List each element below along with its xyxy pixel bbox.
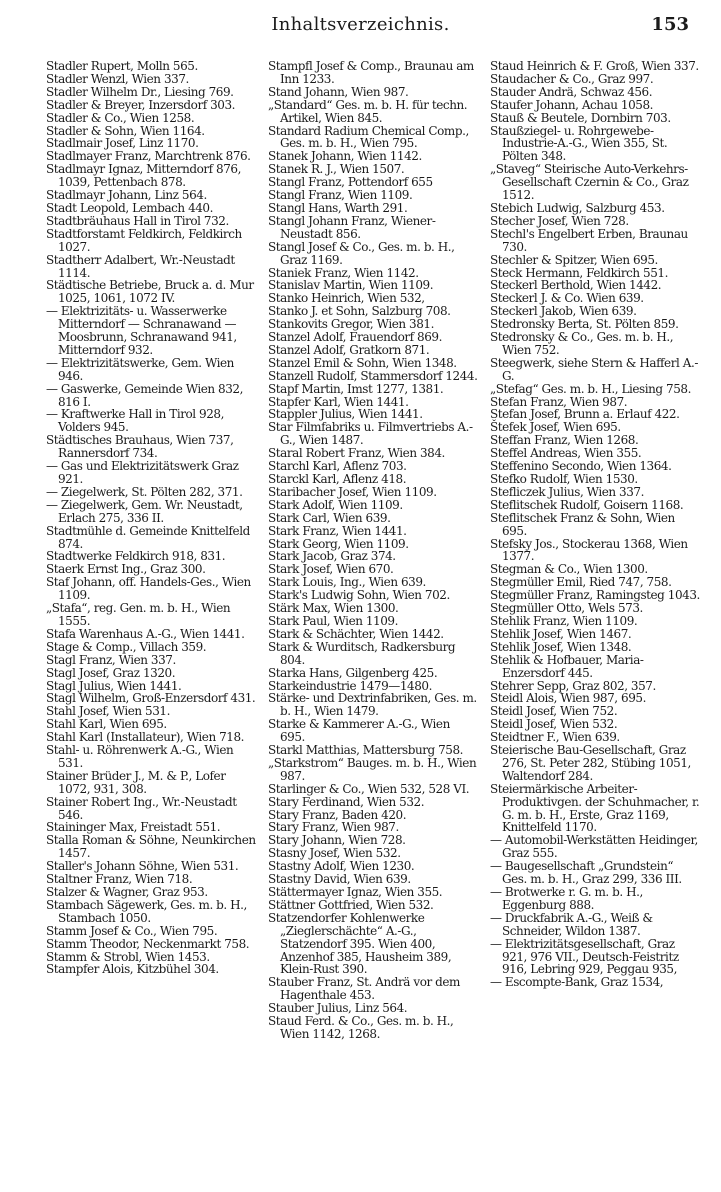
index-entry: Staral Robert Franz, Wien 384. (268, 446, 445, 461)
index-entry: Stauber Julius, Linz 564. (268, 1001, 408, 1016)
index-entry: Stangl Hans, Warth 291. (268, 200, 408, 215)
index-entry: Stehlik Josef, Wien 1467. (490, 626, 632, 641)
index-columns (46, 60, 700, 1182)
index-entry: Stage & Comp., Villach 359. (46, 639, 207, 654)
index-entry: Stättner Gottfried, Wien 532. (268, 897, 434, 912)
index-entry: Stagl Wilhelm, Groß-Enzersdorf 431. (46, 691, 256, 706)
index-entry: Staller's Johann Söhne, Wien 531. (46, 859, 239, 874)
index-entry: Stärke- und Dextrinfabriken, Ges. m. b. H., Wien 1479. (268, 691, 477, 719)
index-entry: Stary Franz, Baden 420. (268, 807, 407, 822)
index-entry: Stark Adolf, Wien 1109. (268, 497, 403, 512)
index-entry: Stadler & Sohn, Wien 1164. (46, 123, 205, 138)
index-entry: Staf Johann, off. Handels-Ges., Wien 1109. (46, 575, 251, 603)
index-entry: Stary Johann, Wien 728. (268, 833, 406, 848)
index-entry: — Gaswerke, Gemeinde Wien 832, 816 I. (46, 381, 243, 409)
index-entry: Starke & Kammerer A.-G., Wien 695. (268, 717, 450, 745)
index-entry: — Elektrizitätsgesellschaft, Graz 921, 976 VII., Deutsch-Feistritz 916, Lebring 929, Peggau 935, (490, 936, 679, 977)
index-entry: — Baugesellschaft „Grundstein“ Ges. m. b. H., Graz 299, 336 III. (490, 859, 682, 887)
index-entry: Staribacher Josef, Wien 1109. (268, 484, 437, 499)
index-entry: Stanzel Adolf, Frauendorf 869. (268, 330, 442, 345)
index-entry: Steidtner F., Wien 639. (490, 730, 620, 745)
index-entry: Stättermayer Ignaz, Wien 355. (268, 885, 443, 899)
page-title: Inhaltsverzeichnis. (271, 14, 450, 35)
index-entry: — Ziegelwerk, Gem. Wr. Neustadt, Erlach 275, 336 II. (46, 497, 243, 525)
index-entry: Stadler Wilhelm Dr., Liesing 769. (46, 84, 234, 99)
index-entry: Steffan Franz, Wien 1268. (490, 433, 639, 448)
index-entry: Stefliczek Julius, Wien 337. (490, 484, 644, 499)
index-entry: Staußziegel- u. Rohrgewebe-Industrie-A.-G., Wien 355, St. Pölten 348. (490, 123, 668, 164)
index-entry: Stangl Franz, Pottendorf 655 (268, 175, 433, 190)
index-entry: Stark Carl, Wien 639. (268, 510, 391, 525)
index-entry: Stefan Franz, Wien 987. (490, 394, 628, 409)
index-entry: — Elektrizitäts- u. Wasserwerke Mitterndorf — Schranawand — Moosbrunn, Schranawand 941, Mitterndorf 932. (46, 304, 237, 357)
index-entry: Stahl Karl (Installateur), Wien 718. (46, 730, 245, 745)
index-entry: Stand Johann, Wien 987. (268, 84, 409, 99)
page-header (0, 14, 721, 44)
index-entry: Stamm Josef & Co., Wien 795. (46, 923, 218, 938)
index-entry: Stehlik & Hofbauer, Maria-Enzersdorf 445. (490, 652, 644, 680)
index-entry: Štefek Josef, Wien 695. (490, 420, 621, 435)
index-entry: Stadler & Co., Wien 1258. (46, 110, 195, 125)
index-entry: Steffel Andreas, Wien 355. (490, 446, 642, 461)
index-entry: — Kraftwerke Hall in Tirol 928, Volders 945. (46, 407, 224, 435)
index-entry: Staudacher & Co., Graz 997. (490, 71, 654, 86)
index-entry: Stahl Josef, Wien 531. (46, 704, 170, 719)
index-entry: Stanek Johann, Wien 1142. (268, 149, 422, 164)
index-entry: Steidl Josef, Wien 752. (490, 704, 618, 719)
index-entry: Stefko Rudolf, Wien 1530. (490, 472, 638, 486)
index-entry: Stadlmayer Franz, Marchtrenk 876. (46, 149, 251, 164)
index-entry: „Starkstrom“ Bauges. m. b. H., Wien 987. (268, 755, 477, 783)
index-entry: Staerk Ernst Ing., Graz 300. (46, 562, 206, 577)
index-column-right (490, 60, 700, 1182)
index-entry: Stark's Ludwig Sohn, Wien 702. (268, 588, 450, 603)
index-entry: Steffenino Secondo, Wien 1364. (490, 459, 672, 474)
index-entry: Stapfer Karl, Wien 1441. (268, 394, 409, 409)
index-entry: Stebich Ludwig, Salzburg 453. (490, 200, 665, 215)
index-entry: Stampfl Josef & Comp., Braunau am Inn 1233. (268, 60, 474, 86)
index-entry: Stafa Warenhaus A.-G., Wien 1441. (46, 626, 245, 641)
index-entry: Stadler Wenzl, Wien 337. (46, 71, 189, 86)
index-entry: Stary Ferdinand, Wien 532. (268, 794, 425, 809)
index-entry: Stark Louis, Ing., Wien 639. (268, 575, 426, 590)
index-entry: Stangl Josef & Co., Ges. m. b. H., Graz 1169. (268, 239, 455, 267)
index-entry: Starckl Karl, Aflenz 418. (268, 472, 407, 486)
index-entry: Steegwerk, siehe Stern & Hafferl A.-G. (490, 355, 698, 383)
index-entry: Stainer Brüder J., M. & P., Lofer 1072, 931, 308. (46, 768, 226, 796)
index-entry: Stegman & Co., Wien 1300. (490, 562, 648, 577)
index-entry: — Druckfabrik A.-G., Weiß & Schneider, Wildon 1387. (490, 910, 653, 938)
index-entry: Stehlik Josef, Wien 1348. (490, 639, 632, 654)
index-entry: Stehlik Franz, Wien 1109. (490, 613, 638, 628)
index-column-middle (268, 60, 478, 1182)
index-entry: „Stefag“ Ges. m. b. H., Liesing 758. (490, 381, 691, 396)
index-entry: — Automobil-Werkstätten Heidinger, Graz 555. (490, 833, 698, 861)
index-entry: Stadtmühle d. Gemeinde Knittelfeld 874. (46, 523, 250, 551)
index-entry: Steierische Bau-Gesellschaft, Graz 276, St. Peter 282, Stübing 1051, Waltendorf 284. (490, 743, 691, 783)
index-entry: — Ziegelwerk, St. Pölten 282, 371. (46, 484, 243, 499)
index-entry: „Staveg“ Steirische Auto-Verkehrs-Gesellschaft Czernin & Co., Graz 1512. (490, 162, 689, 203)
index-entry: Stanko Heinrich, Wien 532, (268, 291, 425, 306)
index-entry: Stastny Adolf, Wien 1230. (268, 859, 415, 874)
index-entry: Stedronsky Berta, St. Pölten 859. (490, 317, 679, 332)
index-entry: Stangl Franz, Wien 1109. (268, 188, 413, 203)
index-entry: Stegmüller Franz, Ramingsteg 1043. (490, 588, 700, 603)
index-entry: Starkeindustrie 1479—1480. (268, 678, 432, 693)
index-entry: Starka Hans, Gilgenberg 425. (268, 665, 438, 680)
index-entry: Stadtwerke Feldkirch 918, 831. (46, 549, 226, 564)
index-entry: Stadler Rupert, Molln 565. (46, 60, 198, 73)
index-entry: Stanko J. et Sohn, Salzburg 708. (268, 304, 451, 319)
index-entry: Starchl Karl, Aflenz 703. (268, 459, 407, 474)
index-entry: Stahl Karl, Wien 695. (46, 717, 167, 732)
index-entry: — Escompte-Bank, Graz 1534, (490, 975, 664, 990)
index-entry: Stauder Andrä, Schwaz 456. (490, 84, 653, 99)
index-entry: Statzendorfer Kohlenwerke „Zieglerschächte“ A.-G., Statzendorf 395. Wien 400, Anzenhof 385, Hausheim 389, Klein-Rust 390. (268, 910, 452, 977)
index-entry: Stagl Franz, Wien 337. (46, 652, 176, 667)
index-entry: Stark Paul, Wien 1109. (268, 613, 398, 628)
index-entry: Stefsky Jos., Stockerau 1368, Wien 1377. (490, 536, 688, 564)
index-entry: Stadlmair Josef, Linz 1170. (46, 136, 199, 151)
index-entry: Stary Franz, Wien 987. (268, 820, 399, 835)
index-entry: Stehrer Sepp, Graz 802, 357. (490, 678, 656, 693)
index-entry: Stefan Josef, Brunn a. Erlauf 422. (490, 407, 680, 422)
index-entry: Stalzer & Wagner, Graz 953. (46, 885, 208, 899)
index-entry: Stechler & Spitzer, Wien 695. (490, 252, 658, 267)
index-entry: Stark Georg, Wien 1109. (268, 536, 409, 551)
index-column-left (46, 60, 256, 1182)
index-entry: Steflitschek Franz & Sohn, Wien 695. (490, 510, 675, 538)
index-entry: Stahl- u. Röhrenwerk A.-G., Wien 531. (46, 743, 234, 770)
index-entry: Stadtforstamt Feldkirch, Feldkirch 1027. (46, 226, 242, 254)
index-entry: Stagl Julius, Wien 1441. (46, 678, 182, 693)
index-entry: „Standard“ Ges. m. b. H. für techn. Artikel, Wien 845. (268, 97, 468, 125)
index-entry: Stanek R. J., Wien 1507. (268, 162, 405, 177)
index-entry: Stamm Theodor, Neckenmarkt 758. (46, 936, 250, 951)
index-entry: Star Filmfabriks u. Filmvertriebs A.-G., Wien 1487. (268, 420, 473, 448)
index-entry: Stark & Wurditsch, Radkersburg 804. (268, 639, 456, 667)
index-entry: Staininger Max, Freistadt 551. (46, 820, 221, 835)
index-entry: Stamm & Strobl, Wien 1453. (46, 949, 210, 964)
index-entry: Stark Franz, Wien 1441. (268, 523, 407, 538)
index-entry: Steckerl Jakob, Wien 639. (490, 304, 637, 319)
index-entry: Stauber Franz, St. Andrä vor dem Hagenthale 453. (268, 975, 460, 1003)
index-entry: Steckerl Berthold, Wien 1442. (490, 278, 662, 293)
index-entry: Stauß & Beutele, Dornbirn 703. (490, 110, 671, 125)
index-entry: Stanzel Emil & Sohn, Wien 1348. (268, 355, 457, 370)
index-entry: Staniek Franz, Wien 1142. (268, 265, 419, 280)
index-entry: Steck Hermann, Feldkirch 551. (490, 265, 668, 280)
index-entry: — Gas und Elektrizitätswerk Graz 921. (46, 459, 239, 486)
index-entry: Stadt Leopold, Lembach 440. (46, 200, 213, 215)
index-entry: Stasny Josef, Wien 532. (268, 846, 401, 861)
index-entry: — Elektrizitätswerke, Gem. Wien 946. (46, 355, 234, 383)
index-entry: Standard Radium Chemical Comp., Ges. m. b. H., Wien 795. (268, 123, 469, 151)
index-entry: Stark Josef, Wien 670. (268, 562, 394, 577)
index-entry: Stastny David, Wien 639. (268, 872, 411, 887)
index-entry: Stainer Robert Ing., Wr.-Neustadt 546. (46, 794, 237, 822)
index-entry: Stadlmayr Ignaz, Mitterndorf 876, 1039, Pettenbach 878. (46, 162, 241, 190)
index-entry: Stadler & Breyer, Inzersdorf 303. (46, 97, 236, 112)
index-entry: Stappler Julius, Wien 1441. (268, 407, 423, 422)
index-entry: „Stafa“, reg. Gen. m. b. H., Wien 1555. (46, 601, 231, 628)
index-entry: Stadtbräuhaus Hall in Tirol 732. (46, 213, 229, 228)
index-entry: Steckerl J. & Co. Wien 639. (490, 291, 644, 306)
index-entry: Stambach Sägewerk, Ges. m. b. H., Stambach 1050. (46, 897, 247, 925)
index-entry: Stark Jacob, Graz 374. (268, 549, 396, 564)
index-entry: Staufer Johann, Achau 1058. (490, 97, 654, 112)
index-entry: Stanzel Adolf, Gratkorn 871. (268, 342, 430, 357)
index-entry: Starkl Matthias, Mattersburg 758. (268, 743, 464, 758)
index-entry: Stechl's Engelbert Erben, Braunau 730. (490, 226, 688, 254)
index-entry: Stadlmayr Johann, Linz 564. (46, 188, 207, 203)
index-entry: Starlinger & Co., Wien 532, 528 VI. (268, 781, 470, 796)
index-entry: Stegmüller Emil, Ried 747, 758. (490, 575, 672, 590)
index-entry: Stegmüller Otto, Wels 573. (490, 601, 643, 616)
index-entry: Steidl Alois, Wien 987, 695. (490, 691, 646, 706)
index-entry: Stecher Josef, Wien 728. (490, 213, 629, 228)
index-entry: Stadtherr Adalbert, Wr.-Neustadt 1114. (46, 252, 235, 280)
index-entry: Stärk Max, Wien 1300. (268, 601, 399, 616)
index-entry: Steflitschek Rudolf, Goisern 1168. (490, 497, 684, 512)
index-entry: Stampfer Alois, Kitzbühel 304. (46, 962, 219, 977)
index-entry: Stanzell Rudolf, Stammersdorf 1244. (268, 368, 478, 383)
index-entry: Stankovits Gregor, Wien 381. (268, 317, 434, 332)
index-entry: Staud Ferd. & Co., Ges. m. b. H., Wien 1142, 1268. (268, 1014, 454, 1041)
index-entry: Stalla Roman & Söhne, Neunkirchen 1457. (46, 833, 256, 861)
index-entry: Stanislav Martin, Wien 1109. (268, 278, 434, 293)
index-entry: Stagl Josef, Graz 1320. (46, 665, 176, 680)
index-entry: Städtische Betriebe, Bruck a. d. Mur 1025, 1061, 1072 IV. (46, 278, 254, 306)
index-entry: — Brotwerke r. G. m. b. H., Eggenburg 888. (490, 885, 643, 912)
index-entry: Städtisches Brauhaus, Wien 737, Rannersdorf 734. (46, 433, 234, 461)
index-entry: Stapf Martin, Imst 1277, 1381. (268, 381, 444, 396)
index-entry: Staltner Franz, Wien 718. (46, 872, 193, 887)
index-entry: Steidl Josef, Wien 532. (490, 717, 618, 732)
index-entry: Staud Heinrich & F. Groß, Wien 337. (490, 60, 699, 73)
index-entry: Stedronsky & Co., Ges. m. b. H., Wien 752. (490, 330, 674, 357)
index-entry: Steiermärkische Arbeiter-Produktivgen. der Schuhmacher, r. G. m. b. H., Erste, Graz 1169, Knittelfeld 1170. (490, 781, 700, 835)
index-entry: Stark & Schächter, Wien 1442. (268, 626, 444, 641)
index-entry: Stangl Johann Franz, Wiener-Neustadt 856. (268, 213, 436, 241)
page-number: 153 (651, 14, 689, 35)
